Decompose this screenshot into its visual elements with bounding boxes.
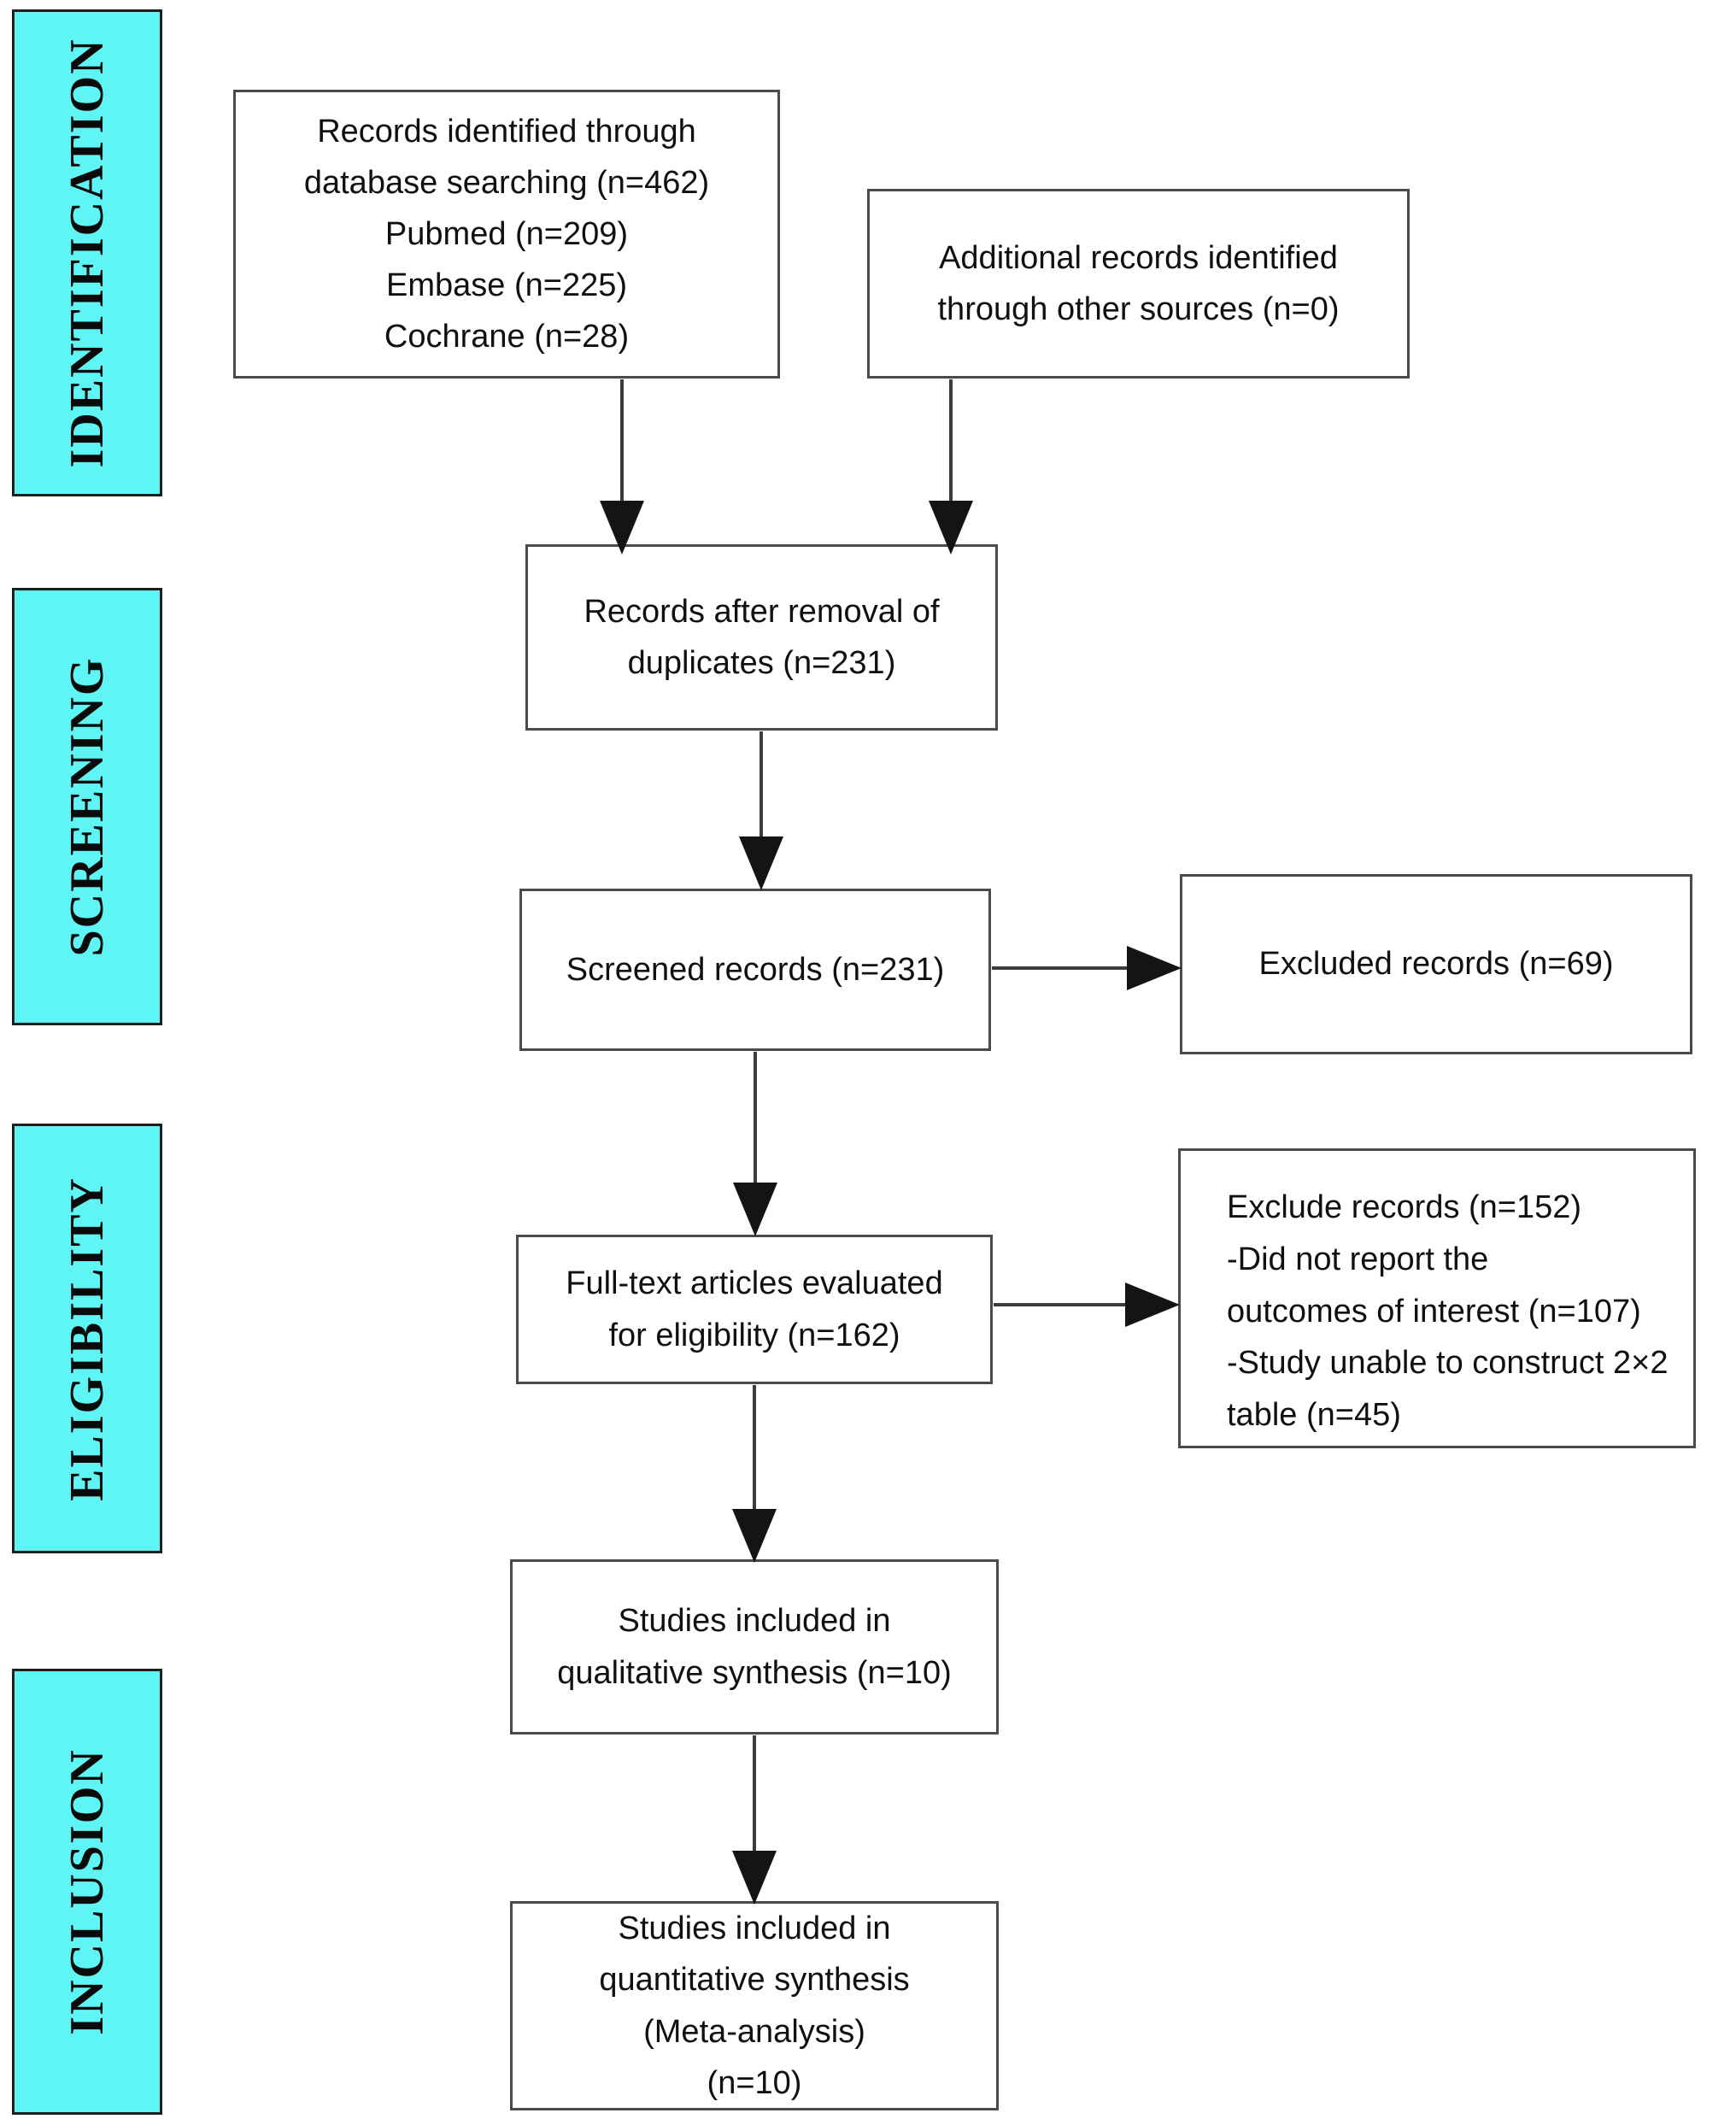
box-additional-records: [867, 189, 1410, 379]
arrow-additional-to-deduplicated: [929, 379, 973, 555]
text-line: Pubmed (n=209): [384, 215, 629, 252]
text-line: Studies included in: [618, 1911, 891, 1947]
text-line: through other sources (n=0): [937, 291, 1340, 327]
arrow-deduplicated-to-screened: [739, 731, 783, 890]
text-line: Screened records (n=231): [566, 951, 945, 988]
stage-label-screening-text: SCREENING: [61, 656, 114, 957]
text-line: Embase (n=225): [386, 267, 627, 304]
text-line: Excluded records (n=69): [1258, 946, 1614, 983]
text-line: Records after removal of: [584, 593, 940, 630]
arrow-fulltext-to-excluded-reasons: [994, 1283, 1180, 1327]
text-line: -Did not report the: [1227, 1241, 1489, 1277]
box-screened-records: [519, 889, 991, 1051]
text-line: quantitative synthesis: [599, 1962, 910, 1999]
box-fulltext-assessed: [516, 1235, 993, 1384]
stage-label-screening: [12, 588, 162, 1025]
stage-label-inclusion-text: INCLUSION: [61, 1748, 114, 2035]
text-line: duplicates (n=231): [627, 645, 896, 681]
arrow-screened-to-excluded: [992, 946, 1182, 990]
arrow-screened-to-fulltext: [733, 1052, 777, 1236]
stage-label-identification: [12, 9, 162, 496]
text-line: Additional records identified: [939, 239, 1338, 276]
text-line: (Meta-analysis): [643, 2013, 865, 2050]
text-line: Studies included in: [618, 1603, 891, 1640]
text-line: Exclude records (n=152): [1227, 1189, 1582, 1225]
box-records-identified: [233, 90, 780, 379]
text-line: outcomes of interest (n=107): [1227, 1293, 1641, 1330]
arrow-qualitative-to-quantitative: [732, 1735, 777, 1905]
box-records-after-duplicates-removed: [525, 544, 998, 731]
stage-label-eligibility-text: ELIGIBILITY: [61, 1176, 114, 1501]
text-line: Cochrane (n=28): [384, 319, 630, 355]
box-fulltext-excluded-reasons: [1178, 1148, 1696, 1448]
text-line: database searching (n=462): [303, 164, 710, 201]
arrow-fulltext-to-qualitative: [732, 1385, 777, 1563]
text-line: for eligibility (n=162): [608, 1317, 900, 1353]
text-line: qualitative synthesis (n=10): [557, 1654, 952, 1691]
box-qualitative-synthesis: [510, 1559, 999, 1735]
text-line: -Study unable to construct 2×2: [1227, 1345, 1669, 1382]
text-line: (n=10): [707, 2064, 802, 2101]
box-quantitative-synthesis: [510, 1901, 999, 2110]
text-line: table (n=45): [1227, 1397, 1401, 1434]
text-line: Full-text articles evaluated: [566, 1265, 943, 1302]
stage-label-inclusion: [12, 1669, 162, 2115]
box-excluded-records: [1180, 874, 1692, 1054]
stage-label-identification-text: IDENTIFICATION: [61, 38, 114, 468]
arrow-identified-to-deduplicated: [600, 379, 644, 555]
stage-label-eligibility: [12, 1124, 162, 1553]
text-line: Records identified through: [317, 113, 696, 150]
